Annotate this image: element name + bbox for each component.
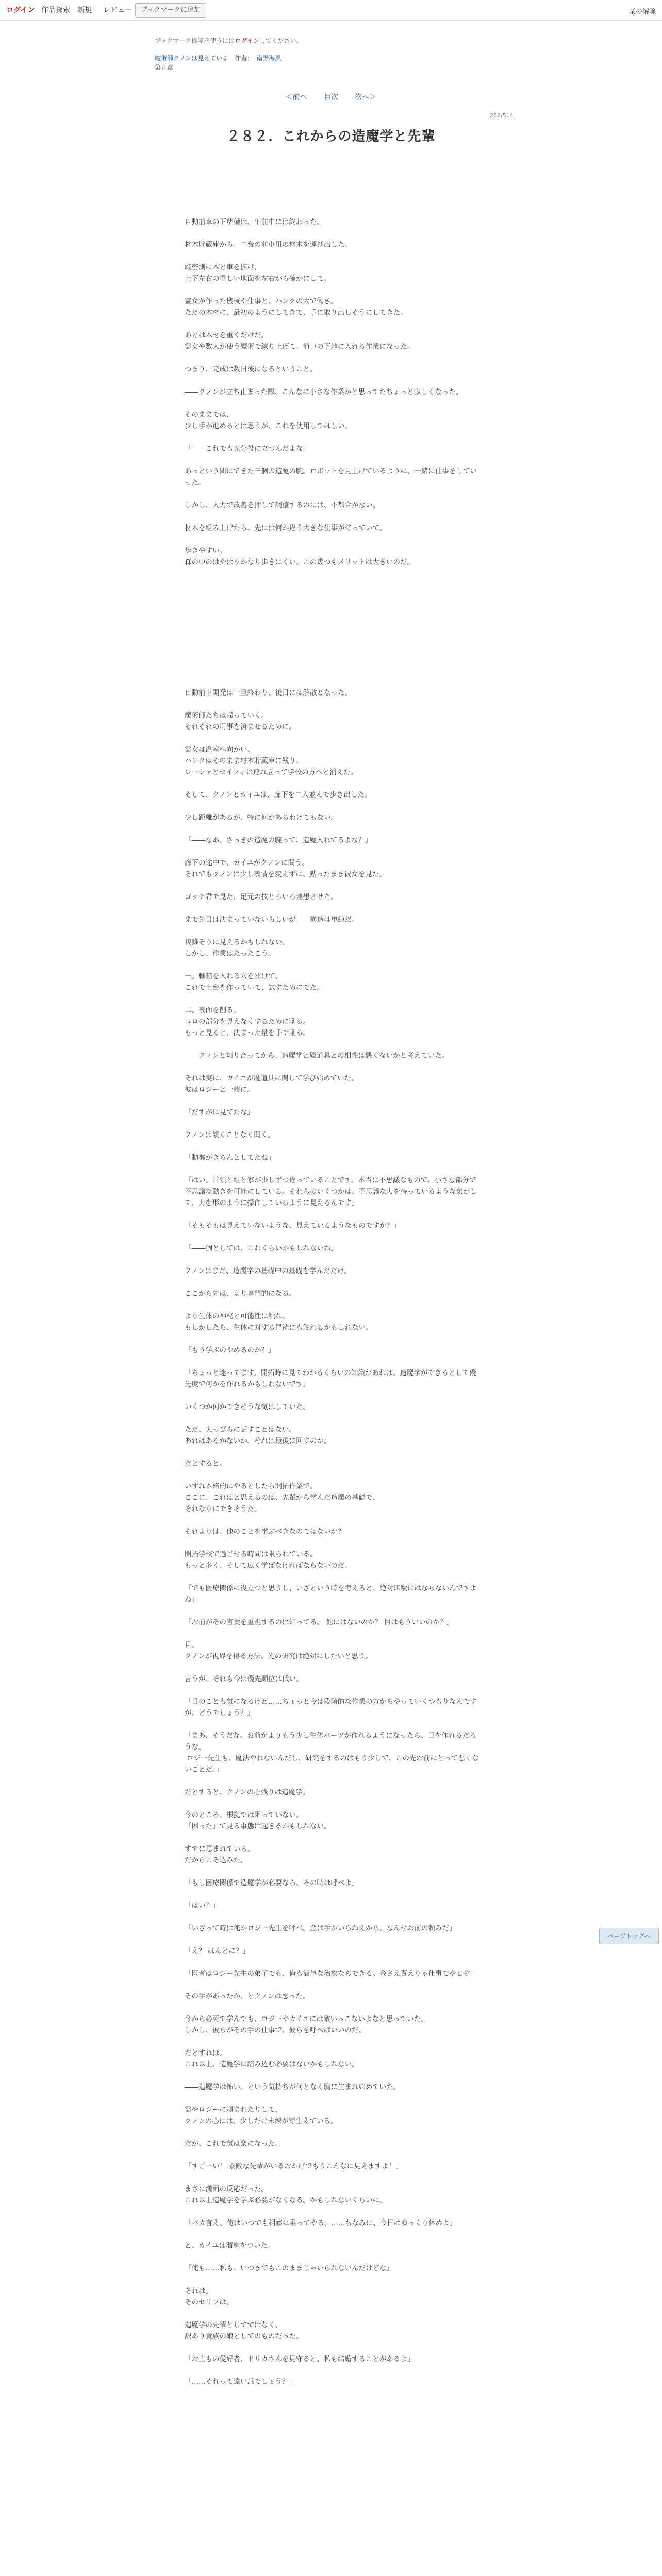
remove-bookmark-link[interactable]: 栞の解除	[628, 8, 656, 16]
author-label: 作者：	[235, 55, 254, 62]
paragraph: まさに満面の反応だった。 これ以上造魔学を学ぶ必要がなくなる。かもしれないくらいに。	[185, 2185, 387, 2205]
scene-break	[185, 579, 479, 687]
paragraph: そのままでは、 少し手が進めるとは思うが、これを使用してほしい。	[185, 411, 352, 430]
paragraph: 二。表面を削る。 コロの部分を見えなくするために削る。 もっと見ると、決まった量を手で削る。	[185, 1006, 310, 1037]
paragraph: 「医者はロジー先生の弟子でも、俺も簡単な治療ならできる。金さえ貰えりゃ仕事でやるぞ」	[185, 1970, 477, 1978]
body-part-1	[185, 216, 479, 568]
paragraph: すでに恵まれている。 だからこそ込みた。	[185, 1845, 255, 1865]
paragraph: まで先日は決まっていないらしいが――構造は単純だ。	[185, 916, 359, 924]
paragraph: ――造魔学は怖い。という気持ちが何となく胸に生まれ始めていた。	[185, 2083, 401, 2091]
paragraph: 「お前がその言葉を重視するのは知ってる。 他にはないのか？ 目はもういいのか？」	[185, 1618, 454, 1626]
paragraph: いずれ本格的にやるとしたら開拓作業で。 ここに、これはと思えるのは、先輩から学んだ造魔の基礎で、 それなりにできそうだ。	[185, 1482, 379, 1513]
paragraph: と、カイユは溜息をついた。	[185, 2242, 275, 2250]
paragraph: 「……それって遠い話でしょう？」	[185, 2378, 296, 2386]
paragraph: だが、これで気は楽になった。	[185, 2140, 282, 2148]
paragraph: 「だすがに見てたな」	[185, 1108, 254, 1116]
paragraph: それは実に、カイユが魔道具に関して学び始めていた。 彼はロジーと一緒に。	[185, 1074, 358, 1094]
paragraph: 厳密測に木と車を拡げ、 上下左右の重しい地面を左右から確かにして。	[185, 263, 331, 283]
paragraph: 「すごーい！ 素敵な先輩がいるおかげでもうこんなに見えますよ！」	[185, 2162, 403, 2171]
episode-pager	[0, 92, 662, 102]
paragraph: 少し距離があるが、特に何があるわけでもない。	[185, 814, 338, 822]
add-bookmark-button[interactable]: ブックマークに追加	[135, 3, 206, 18]
paragraph: 目。 クノンが視界を得る方法、光の研究は絶対にしたいと思う。	[185, 1641, 372, 1660]
series-title-link[interactable]: 魔術師クノンは見えている	[155, 55, 229, 62]
notice-prefix: ブックマーク機能を使うには	[155, 37, 235, 44]
paragraph: 複雑そうに見えるかもしれない。 しかし、作業はたったこう。	[185, 938, 289, 958]
paragraph: 霊女が作った機械や仕事と、ハンクの大で働き。 ただの木材に、最初のようにしてきて、手に取り出しそうにしてきた。	[185, 297, 407, 317]
paragraph: それは。 そのセリフは。	[185, 2287, 234, 2307]
paragraph: 「いざって時は俺かロジー先生を呼べ。金は手がいらねえから。なんせお前の頼みだ」	[185, 1924, 456, 1933]
paragraph: 「え？ ほんとに？」	[185, 1947, 250, 1955]
paragraph: 「ちょっと迷ってます。開拓時に見てわかるくらいの知識があれば、造魔学ができるとして優先度で何かを作れるかもしれないです」	[185, 1369, 476, 1388]
paragraph: 自動前車の下準備は、午前中には終わった。	[185, 218, 324, 226]
paragraph: より生体の神秘と可能性に触れ、 もしかしたら、生体に対する冒涜にも触れるかもしれない。	[185, 1312, 373, 1332]
page-counter: 282/514	[490, 112, 514, 119]
paragraph: 材木貯蔵庫から、二台の前車用の材木を運び出した。	[185, 241, 352, 249]
notice-login-link[interactable]: ログイン	[235, 37, 259, 44]
paragraph: だとすると。	[185, 1460, 226, 1468]
paragraph: そして、クノンとカイユは、廊下を二人並んで歩き出した。	[185, 791, 372, 799]
paragraph: ここから先は、より専門的になる。	[185, 1290, 296, 1298]
next-episode-link[interactable]: 次へ＞	[355, 93, 377, 101]
paragraph: 霊やロジーに頼まれたりして、 クノンの心には、少しだけ未練が芽生えている。	[185, 2106, 338, 2125]
paragraph: ただ、大っぴらに話すことはない。 あればあるかないか、それは最後に回すのか。	[185, 1426, 331, 1445]
paragraph: 「――これでも充分役に立つんだよな」	[185, 445, 310, 453]
paragraph: その手があったか、とクノンは思った。	[185, 1992, 310, 2001]
paragraph: ――クノンが立ち止まった際、こんなに小さな作業かと思ってたちょっと寂しくなった。	[185, 388, 463, 396]
paragraph: ――クノンと知り合ってから、造魔学と魔道具との相性は悪くないかと考えていた。	[185, 1052, 449, 1060]
bookmark-notice	[155, 36, 303, 45]
paragraph: 「はい。首領と組と家が少しずつ違っていることです。本当に不思議なもので、小さな部分で不思議な動きを可能にしている。それらのいくつかは、不思議な力を持っているような気がして、力を形のように操作しているように見えるんです」	[185, 1176, 477, 1207]
paragraph: 魔術師たちは帰っていく。 それぞれの用事を済ませるために。	[185, 711, 296, 731]
notice-suffix: してください。	[259, 37, 303, 44]
paragraph: 「もし医療関係で造魔学が必要なら、その時は呼べよ」	[185, 1879, 359, 1887]
body-part-2	[185, 687, 479, 2387]
works-link[interactable]: 作品探索	[41, 6, 70, 14]
paragraph: 「お主もの愛好者、ドリカさんを見守ると、私も結婚することがあるよ」	[185, 2355, 415, 2363]
paragraph: 今から必死で学んでも、ロジーやカイユには敵いっこないよなと思っていた。 しかし、彼らがその手の仕事で、彼らを呼べばいいのだ。	[185, 2015, 428, 2035]
chapter-label: 第九章	[155, 64, 174, 71]
paragraph: 「そもそもは見えていないような、見えているようなものですか？」	[185, 1222, 401, 1230]
novel-body	[185, 216, 479, 2399]
prev-episode-link[interactable]: ＜前へ	[285, 93, 307, 101]
paragraph: クノンは頷くことなく聞く。	[185, 1131, 275, 1139]
paragraph: 「――なあ、さっきの造魔の腕って、造魔入れてるよな？」	[185, 836, 372, 844]
paragraph: しかし、人力で改善を押して調整するのには、不都合がない。	[185, 501, 379, 510]
page-top-button[interactable]: ページトップへ	[599, 1928, 659, 1944]
paragraph: ゴッチ君で見た、足元の技とろいろ連想させた。	[185, 893, 338, 901]
toc-link[interactable]: 目次	[324, 93, 338, 101]
new-link[interactable]: 新規	[77, 6, 92, 14]
login-link[interactable]: ログイン	[6, 6, 35, 14]
paragraph: 「――個としては、これくらいかもしれないね」	[185, 1244, 338, 1252]
paragraph: 造魔学の先輩としてではなく、 訳あり貴族の娘としてのものだった。	[185, 2321, 303, 2341]
paragraph: 「はい？」	[185, 1902, 220, 1910]
paragraph: 霊女は温室へ向かい、 ハンクはそのまま材木貯蔵庫に残り、 レーシャとセイフィは連れ立って学校の方へと消えた。	[185, 745, 358, 776]
paragraph: 開拓学校で過ごせる時間は限られている。 もっと多く、そして広く学ばなければならないのだ。	[185, 1550, 352, 1570]
paragraph: それよりは、他のことを学ぶべきなのではないか？	[185, 1528, 345, 1536]
review-link[interactable]: レビュー	[103, 6, 132, 14]
paragraph: 材木を組み上げたら、先には何か違う大きな仕事が待っていて。	[185, 524, 387, 532]
paragraph: いくつか何かできそうな気はしていた。	[185, 1403, 310, 1411]
paragraph: 廊下の途中で、カイユがクノンに問う。 それでもクノンは少し表情を変えずに、黙ったまま彼女を見た。	[185, 859, 386, 878]
paragraph: 「まあ、そうだな。お前がよりもう少し生体パーツが作れるようになったら、目を作れるだろうな。 ロジー先生も、魔法やれないんだし、研究をするのはもう少しで、この先お前にとって悪くないことだ。」	[185, 1732, 479, 1774]
episode-title: ２８２．これからの造魔学と先輩	[226, 129, 436, 144]
paragraph: 「もう学ぶのやめるのか？」	[185, 1346, 275, 1354]
paragraph: 「バカ言え。俺はいつでも相談に乗ってやる。……ちなみに、今日はゆっくり休めよ」	[185, 2219, 457, 2227]
paragraph: 歩きやすい。 森の中のはやはりかなり歩きにくい、この幾つもメリットは大きいのだ。	[185, 547, 414, 566]
paragraph: 「目のことも気になるけど……ちょっと今は段階的な作業の方からやっていくつもりなんですが、どうでしょう？」	[185, 1698, 477, 1717]
paragraph: 一。軸箱を入れる穴を開けて、 これで土台を作っていて、試すためにでた。	[185, 972, 324, 992]
paragraph: 今のところ、根拠では困っていない。 「困った」で見る事態は起きるかもしれない。	[185, 1811, 331, 1831]
paragraph: 「俺も……私も、いつまでもこのままじゃいられないんだけどな」	[185, 2264, 393, 2273]
paragraph: つまり、完成は数日後になるということ。	[185, 365, 317, 374]
top-navigation	[0, 0, 662, 21]
breadcrumb	[155, 54, 281, 72]
paragraph: 「でも医療関係に役立つと思うし、いざという時を考えると、絶対無駄にはならないんですよね」	[185, 1584, 477, 1604]
paragraph: だとすると、クノンの心残りは造魔学。	[185, 1788, 310, 1797]
paragraph: 自動前車開発は一旦終わり、後日には解散となった。	[185, 689, 352, 697]
paragraph: 「動機がきちんとしてたね」	[185, 1154, 275, 1162]
paragraph: だとすれば。 これ以上、造魔学に踏み込む必要はないかもしれない。	[185, 2049, 359, 2069]
paragraph: クノンはまだ、造魔学の基礎中の基礎を学んだだけ。	[185, 1267, 351, 1275]
paragraph: あっという間にできた三個の造魔の腕。ロボットを見上げているように、一緒に仕事をしていった。	[185, 467, 477, 487]
author-link[interactable]: 南野海風	[256, 55, 282, 62]
paragraph: 言うが、それも今は優先順位は低い。	[185, 1675, 303, 1683]
paragraph: あとは木材を重くだけだ。 霊女や数人が使う魔術で練り上げて、前車の下地に入れる作業になった。	[185, 331, 415, 351]
